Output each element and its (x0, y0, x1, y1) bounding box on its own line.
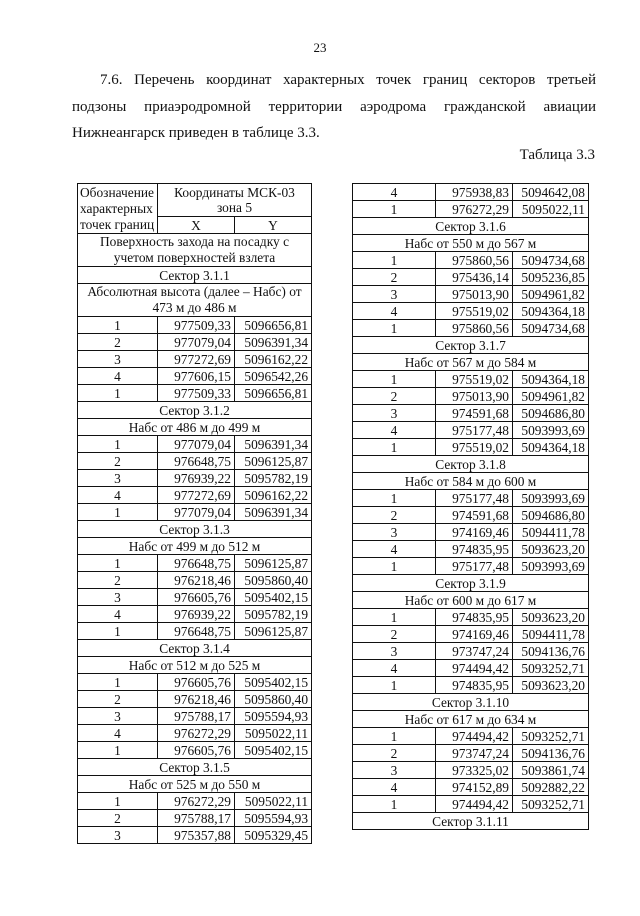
y-value: 5094411,78 (513, 626, 589, 643)
table-caption: Таблица 3.3 (519, 147, 595, 163)
point-row (353, 371, 589, 388)
x-value: 975177,48 (436, 422, 513, 439)
y-value: 5093252,71 (513, 728, 589, 745)
x-value: 976272,29 (158, 725, 235, 742)
x-value: 974494,42 (436, 796, 513, 813)
point-row (353, 422, 589, 439)
point-number: 3 (353, 643, 436, 660)
section-row (78, 267, 312, 284)
table-body-right (353, 184, 589, 830)
point-row (353, 609, 589, 626)
point-number: 1 (353, 490, 436, 507)
x-value: 975519,02 (436, 303, 513, 320)
section-label: Набс от 617 м до 634 м (353, 711, 589, 728)
y-value: 5094136,76 (513, 643, 589, 660)
point-row (78, 368, 312, 385)
section-label: Набс от 512 м до 525 м (78, 657, 312, 674)
point-row (78, 487, 312, 504)
x-value: 976272,29 (158, 793, 235, 810)
section-label: Сектор 3.1.7 (353, 337, 589, 354)
point-row (78, 317, 312, 334)
y-value: 5095022,11 (235, 793, 312, 810)
section-label: Сектор 3.1.4 (78, 640, 312, 657)
point-row (78, 793, 312, 810)
point-row (353, 728, 589, 745)
x-value: 977606,15 (158, 368, 235, 385)
x-value: 977509,33 (158, 385, 235, 402)
point-row (353, 745, 589, 762)
point-number: 3 (78, 827, 158, 844)
point-number: 3 (353, 762, 436, 779)
y-value: 5094364,18 (513, 439, 589, 456)
y-value: 5095402,15 (235, 589, 312, 606)
point-row (353, 779, 589, 796)
section-row (353, 711, 589, 728)
section-label: Сектор 3.1.5 (78, 759, 312, 776)
point-row (78, 504, 312, 521)
point-row (353, 643, 589, 660)
point-number: 1 (78, 674, 158, 691)
y-value: 5095329,45 (235, 827, 312, 844)
section-label: Набс от 600 м до 617 м (353, 592, 589, 609)
y-value: 5096391,34 (235, 436, 312, 453)
point-number: 3 (78, 351, 158, 368)
point-row (353, 677, 589, 694)
x-value: 977509,33 (158, 317, 235, 334)
y-value: 5095594,93 (235, 810, 312, 827)
y-value: 5093861,74 (513, 762, 589, 779)
y-value: 5095782,19 (235, 470, 312, 487)
point-row (78, 606, 312, 623)
coords-header: Координаты МСК-03 зона 5 (158, 184, 312, 217)
y-header: Y (235, 217, 312, 234)
section-row (353, 354, 589, 371)
point-row (78, 589, 312, 606)
y-value: 5095402,15 (235, 674, 312, 691)
section-row (78, 234, 312, 267)
point-number: 1 (78, 504, 158, 521)
coordinates-table-right (352, 183, 589, 830)
point-row (78, 453, 312, 470)
x-value: 977272,69 (158, 351, 235, 368)
section-label: Сектор 3.1.10 (353, 694, 589, 711)
x-value: 974835,95 (436, 541, 513, 558)
point-number: 1 (353, 201, 436, 218)
y-value: 5095022,11 (513, 201, 589, 218)
section-row (78, 521, 312, 538)
point-number: 1 (353, 439, 436, 456)
point-number: 2 (353, 388, 436, 405)
y-value: 5093623,20 (513, 609, 589, 626)
point-number: 2 (353, 507, 436, 524)
x-value: 974152,89 (436, 779, 513, 796)
section-label: Сектор 3.1.6 (353, 218, 589, 235)
point-number: 1 (353, 558, 436, 575)
point-number: 1 (353, 728, 436, 745)
x-value: 976218,46 (158, 572, 235, 589)
y-value: 5095022,11 (235, 725, 312, 742)
point-number: 1 (78, 317, 158, 334)
point-number: 2 (353, 626, 436, 643)
x-value: 977079,04 (158, 504, 235, 521)
section-row (78, 419, 312, 436)
point-row (78, 572, 312, 589)
point-number: 2 (78, 453, 158, 470)
point-row (78, 725, 312, 742)
x-value: 977079,04 (158, 334, 235, 351)
y-value: 5096162,22 (235, 351, 312, 368)
point-row (78, 470, 312, 487)
point-number: 4 (78, 606, 158, 623)
y-value: 5094961,82 (513, 388, 589, 405)
point-row (78, 827, 312, 844)
point-row (353, 405, 589, 422)
point-number: 3 (78, 708, 158, 725)
y-value: 5093252,71 (513, 796, 589, 813)
point-number: 1 (353, 796, 436, 813)
section-label: Набс от 486 м до 499 м (78, 419, 312, 436)
table-header-row (78, 184, 312, 217)
y-value: 5095782,19 (235, 606, 312, 623)
designation-header: Обозначение характерных точек границ (78, 184, 158, 234)
y-value: 5096125,87 (235, 555, 312, 572)
point-number: 2 (353, 745, 436, 762)
point-number: 1 (78, 436, 158, 453)
point-row (353, 660, 589, 677)
section-label: Набс от 499 м до 512 м (78, 538, 312, 555)
point-row (78, 334, 312, 351)
point-row (353, 507, 589, 524)
x-value: 976272,29 (436, 201, 513, 218)
point-number: 3 (353, 286, 436, 303)
point-row (353, 269, 589, 286)
x-value: 975519,02 (436, 371, 513, 388)
section-row (353, 813, 589, 830)
point-row (353, 320, 589, 337)
point-number: 1 (78, 793, 158, 810)
y-value: 5094642,08 (513, 184, 589, 201)
point-row (353, 541, 589, 558)
y-value: 5093993,69 (513, 490, 589, 507)
y-value: 5095860,40 (235, 691, 312, 708)
section-label: Сектор 3.1.3 (78, 521, 312, 538)
y-value: 5096391,34 (235, 334, 312, 351)
section-label: Абсолютная высота (далее – Набс) от 473 м до 486 м (78, 284, 312, 317)
section-row (353, 473, 589, 490)
y-value: 5096656,81 (235, 385, 312, 402)
section-label: Поверхность захода на посадку с учетом поверхностей взлета (78, 234, 312, 267)
point-row (78, 810, 312, 827)
point-number: 3 (353, 524, 436, 541)
section-row (78, 759, 312, 776)
point-row (353, 439, 589, 456)
section-label: Сектор 3.1.2 (78, 402, 312, 419)
point-number: 3 (78, 589, 158, 606)
point-row (353, 303, 589, 320)
point-number: 4 (78, 487, 158, 504)
x-value: 973747,24 (436, 643, 513, 660)
x-value: 977079,04 (158, 436, 235, 453)
x-value: 975519,02 (436, 439, 513, 456)
y-value: 5094411,78 (513, 524, 589, 541)
y-value: 5093623,20 (513, 541, 589, 558)
point-row (78, 708, 312, 725)
x-value: 974835,95 (436, 677, 513, 694)
section-row (78, 284, 312, 317)
point-row (353, 252, 589, 269)
section-row (78, 657, 312, 674)
section-row (78, 640, 312, 657)
point-row (353, 201, 589, 218)
point-number: 1 (353, 252, 436, 269)
y-value: 5094686,80 (513, 405, 589, 422)
x-value: 975436,14 (436, 269, 513, 286)
point-number: 3 (353, 405, 436, 422)
point-row (78, 436, 312, 453)
point-number: 1 (78, 742, 158, 759)
section-row (353, 218, 589, 235)
point-number: 2 (78, 810, 158, 827)
y-value: 5095402,15 (235, 742, 312, 759)
x-value: 974591,68 (436, 507, 513, 524)
point-row (78, 351, 312, 368)
section-row (353, 592, 589, 609)
section-row (353, 575, 589, 592)
x-value: 974591,68 (436, 405, 513, 422)
x-value: 976648,75 (158, 453, 235, 470)
section-label: Набс от 550 м до 567 м (353, 235, 589, 252)
x-value: 975177,48 (436, 558, 513, 575)
section-row (353, 456, 589, 473)
point-row (353, 286, 589, 303)
intro-paragraph (72, 67, 596, 147)
point-number: 3 (78, 470, 158, 487)
y-value: 5095860,40 (235, 572, 312, 589)
point-number: 1 (78, 623, 158, 640)
y-value: 5096656,81 (235, 317, 312, 334)
point-row (78, 555, 312, 572)
point-row (353, 388, 589, 405)
x-value: 974169,46 (436, 626, 513, 643)
point-number: 4 (78, 368, 158, 385)
y-value: 5095594,93 (235, 708, 312, 725)
section-label: Сектор 3.1.11 (353, 813, 589, 830)
point-number: 4 (353, 541, 436, 558)
y-value: 5095236,85 (513, 269, 589, 286)
y-value: 5094734,68 (513, 252, 589, 269)
point-number: 1 (78, 385, 158, 402)
x-value: 974494,42 (436, 728, 513, 745)
x-value: 975860,56 (436, 320, 513, 337)
point-row (353, 762, 589, 779)
point-number: 1 (353, 677, 436, 694)
x-value: 976939,22 (158, 606, 235, 623)
y-value: 5096391,34 (235, 504, 312, 521)
section-label: Сектор 3.1.9 (353, 575, 589, 592)
x-value: 974835,95 (436, 609, 513, 626)
y-value: 5093993,69 (513, 422, 589, 439)
section-label: Набс от 525 м до 550 м (78, 776, 312, 793)
x-value: 973747,24 (436, 745, 513, 762)
y-value: 5096125,87 (235, 453, 312, 470)
section-row (78, 538, 312, 555)
y-value: 5094734,68 (513, 320, 589, 337)
x-value: 975013,90 (436, 388, 513, 405)
point-row (78, 623, 312, 640)
x-value: 976605,76 (158, 742, 235, 759)
point-number: 4 (353, 779, 436, 796)
point-number: 1 (353, 371, 436, 388)
y-value: 5093252,71 (513, 660, 589, 677)
intro-text: 7.6. Перечень координат характерных точек границ секторов третьей подзоны приаэродромной территории аэродрома гражданской авиации Нижнеангарск приведен в таблице 3.3. (72, 72, 596, 141)
y-value: 5094364,18 (513, 371, 589, 388)
y-value: 5094136,76 (513, 745, 589, 762)
section-row (353, 337, 589, 354)
point-row (78, 691, 312, 708)
x-value: 976648,75 (158, 555, 235, 572)
y-value: 5096125,87 (235, 623, 312, 640)
table-body-left (78, 234, 312, 844)
section-label: Набс от 567 м до 584 м (353, 354, 589, 371)
x-value: 976605,76 (158, 589, 235, 606)
section-row (353, 235, 589, 252)
y-value: 5093623,20 (513, 677, 589, 694)
y-value: 5096542,26 (235, 368, 312, 385)
point-number: 4 (353, 184, 436, 201)
point-row (78, 742, 312, 759)
x-value: 974494,42 (436, 660, 513, 677)
section-row (78, 776, 312, 793)
section-row (78, 402, 312, 419)
x-value: 976648,75 (158, 623, 235, 640)
point-row (353, 558, 589, 575)
y-value: 5094686,80 (513, 507, 589, 524)
point-number: 4 (353, 660, 436, 677)
point-number: 4 (353, 422, 436, 439)
section-row (353, 694, 589, 711)
point-number: 2 (353, 269, 436, 286)
x-value: 975788,17 (158, 810, 235, 827)
point-number: 1 (353, 320, 436, 337)
point-row (353, 626, 589, 643)
section-label: Сектор 3.1.1 (78, 267, 312, 284)
point-number: 1 (353, 609, 436, 626)
x-value: 974169,46 (436, 524, 513, 541)
point-row (78, 385, 312, 402)
x-header: X (158, 217, 235, 234)
point-number: 2 (78, 334, 158, 351)
x-value: 975357,88 (158, 827, 235, 844)
y-value: 5092882,22 (513, 779, 589, 796)
x-value: 975860,56 (436, 252, 513, 269)
point-number: 1 (78, 555, 158, 572)
x-value: 975177,48 (436, 490, 513, 507)
x-value: 976218,46 (158, 691, 235, 708)
y-value: 5096162,22 (235, 487, 312, 504)
y-value: 5094961,82 (513, 286, 589, 303)
point-number: 4 (78, 725, 158, 742)
y-value: 5094364,18 (513, 303, 589, 320)
x-value: 975788,17 (158, 708, 235, 725)
point-number: 2 (78, 572, 158, 589)
point-row (353, 490, 589, 507)
point-number: 2 (78, 691, 158, 708)
point-row (353, 796, 589, 813)
x-value: 975013,90 (436, 286, 513, 303)
section-label: Сектор 3.1.8 (353, 456, 589, 473)
point-number: 4 (353, 303, 436, 320)
x-value: 976939,22 (158, 470, 235, 487)
point-row (353, 524, 589, 541)
coordinates-table-left (77, 183, 312, 844)
section-label: Набс от 584 м до 600 м (353, 473, 589, 490)
x-value: 973325,02 (436, 762, 513, 779)
page-number: 23 (313, 40, 327, 55)
x-value: 976605,76 (158, 674, 235, 691)
x-value: 975938,83 (436, 184, 513, 201)
point-row (353, 184, 589, 201)
x-value: 977272,69 (158, 487, 235, 504)
y-value: 5093993,69 (513, 558, 589, 575)
point-row (78, 674, 312, 691)
